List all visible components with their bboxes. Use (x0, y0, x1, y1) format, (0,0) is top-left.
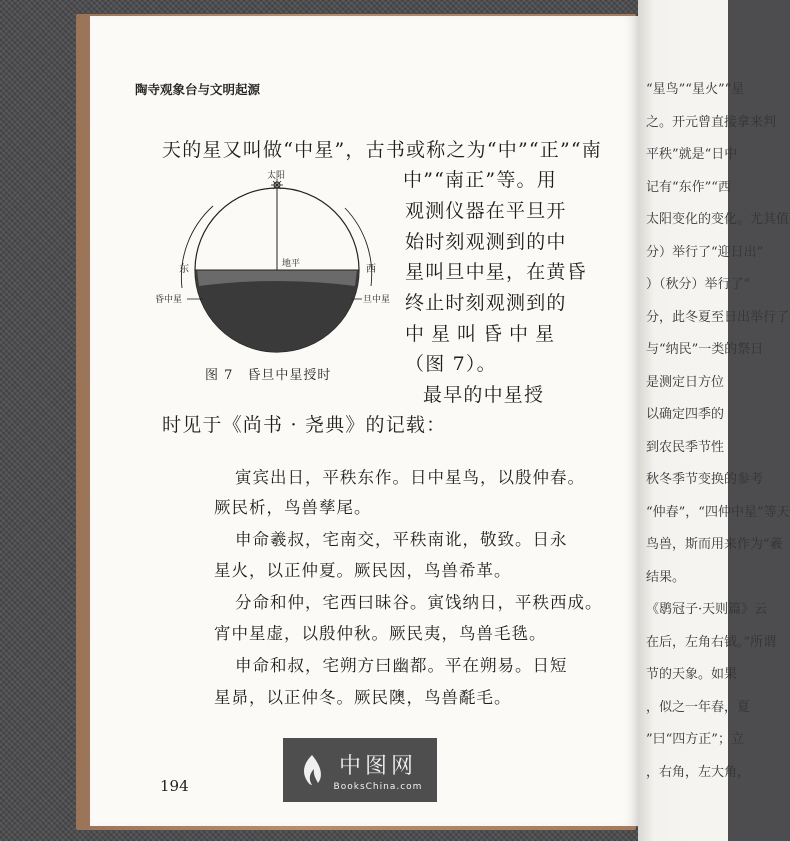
facing-page-text: 在后，左角右钺。”所谓 (646, 634, 777, 650)
facing-page-text: 之。开元曾直接拿来判 (646, 114, 777, 130)
body-line: 中”“南正”等。用 (403, 169, 557, 191)
quote-line: 厥民析，鸟兽孳尾。 (214, 498, 372, 517)
facing-page-text: ）（秋分）举行了“ (646, 277, 751, 292)
dawn-star-label: 旦中星 (363, 295, 391, 305)
watermark-text (334, 749, 423, 792)
facing-page-text: ”曰“四方正”；立 (646, 732, 744, 747)
facing-page-text: 秋冬季节变换的参考 (646, 472, 764, 487)
facing-page-text: “仲春”，“四仲中星”等天 (646, 504, 790, 520)
facing-page-text: 分）举行了“迎日出” (646, 244, 764, 260)
sun-label: 太阳 (267, 171, 286, 181)
facing-page-text: ，右角，左大角， (646, 764, 751, 780)
facing-page-text: 以确定四季的 (646, 407, 725, 422)
quote-line: 申命和叔，宅朔方曰幽都。平在朔易。日短 (235, 656, 568, 675)
flame-logo-icon (298, 753, 326, 787)
watermark-url: BooksChina.com (333, 781, 423, 792)
facing-page-text: “星鸟”“星火”“星 (646, 82, 745, 97)
figure-caption-number: 图 7 (205, 368, 234, 383)
quote-line: 寅宾出日，平秩东作。日中星鸟，以殷仲春。 (235, 468, 585, 487)
facing-page-text: 结果。 (646, 569, 686, 585)
facing-page-text: 太阳变化的变化。尤其值 (646, 212, 790, 227)
body-line: 中星叫昏中星 (405, 323, 562, 345)
facing-page (638, 0, 790, 841)
body-line: 星叫旦中星，在黄昏 (405, 261, 587, 283)
body-line: 终止时刻观测到的 (405, 292, 567, 314)
body-line: 天的星又叫做“中星”，古书或称之为“中”“正”“南 (162, 139, 602, 161)
quote-line: 星火，以正仲夏。厥民因，鸟兽希革。 (214, 561, 512, 580)
facing-page-text: 到农民季节性 (646, 439, 725, 455)
west-label: 西 (366, 264, 376, 275)
horizon-label: 地平 (282, 259, 301, 269)
facing-page-text: 节的天象。如果 (646, 667, 738, 682)
dusk-star-label: 昏中星 (155, 295, 183, 305)
figure-caption (205, 364, 345, 383)
facing-page-text: 《鹖冠子·天则篇》云 (646, 602, 768, 617)
figure-diagram (155, 168, 395, 348)
running-head: 陶寺观象台与文明起源 (135, 82, 261, 97)
east-label: 东 (179, 264, 189, 275)
body-line: 最早的中星授 (423, 384, 545, 406)
quote-line: 分命和仲，宅西曰昧谷。寅饯纳日，平秩西成。 (235, 593, 603, 612)
facing-page-text: 分，此冬夏至日出举行了 (646, 309, 790, 325)
watermark-name: 中图网 (338, 753, 417, 779)
quote-line: 申命羲叔，宅南交，平秩南讹，敬致。日永 (235, 530, 568, 549)
facing-page-text: 平秩”就是“日中 (646, 147, 738, 162)
body-line: 时见于《尚书 · 尧典》的记载： (162, 414, 447, 436)
body-line: 始时刻观测到的中 (405, 231, 567, 253)
site-watermark (283, 738, 437, 802)
facing-page-text: 与“纳民”一类的祭日 (646, 342, 764, 357)
facing-page-text: 是测定日方位 (646, 374, 725, 390)
quote-line: 宵中星虚，以殷仲秋。厥民夷，鸟兽毛毨。 (214, 624, 547, 643)
body-line: （图 7）。 (405, 353, 497, 375)
facing-page-text: 记有“东作”“西 (646, 179, 731, 195)
page-number: 194 (160, 777, 189, 795)
figure-7 (155, 168, 395, 348)
quote-line: 星昴，以正仲冬。厥民隩，鸟兽氄毛。 (214, 688, 512, 707)
facing-page-text: 鸟兽，斯而用来作为“羲 (646, 537, 783, 552)
figure-caption-text: 昏旦中星授时 (247, 368, 332, 383)
facing-page-text: ，似之一年春，夏 (646, 699, 751, 715)
body-line: 观测仪器在平旦开 (405, 200, 567, 222)
